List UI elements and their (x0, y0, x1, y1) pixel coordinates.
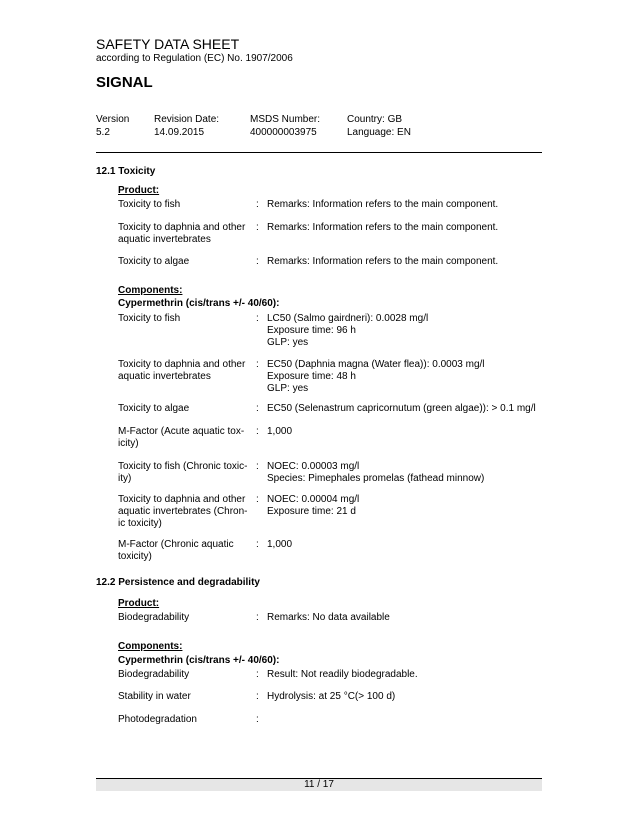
row-label: Toxicity to daphnia and other (118, 494, 246, 505)
msds-number-value: 400000003975 (250, 127, 317, 138)
row-separator: : (256, 539, 259, 550)
row-separator: : (256, 256, 259, 267)
row-value: Remarks: Information refers to the main component. (267, 199, 499, 210)
row-separator: : (256, 359, 259, 370)
row-separator: : (256, 426, 259, 437)
row-label: ity) (118, 473, 132, 484)
row-value: GLP: yes (267, 383, 309, 394)
row-separator: : (256, 612, 259, 623)
row-label: icity) (118, 438, 139, 449)
row-separator: : (256, 461, 259, 472)
document-title: SAFETY DATA SHEET (96, 36, 240, 52)
row-value: 1,000 (267, 426, 293, 437)
row-value: Remarks: Information refers to the main component. (267, 222, 499, 233)
row-separator: : (256, 313, 259, 324)
row-separator: : (256, 669, 259, 680)
row-label: Toxicity to daphnia and other (118, 222, 246, 233)
version-label: Version (96, 114, 130, 125)
row-label: Toxicity to algae (118, 256, 190, 267)
row-label: Toxicity to fish (118, 313, 181, 324)
revision-date-label: Revision Date: (154, 114, 220, 125)
row-separator: : (256, 199, 259, 210)
component-name-persistence: Cypermethrin (cis/trans +/- 40/60): (118, 655, 280, 666)
row-separator: : (256, 222, 259, 233)
row-label: M-Factor (Chronic aquatic (118, 539, 234, 550)
row-value: EC50 (Selenastrum capricornutum (green algae)): > 0.1 mg/l (267, 403, 536, 414)
row-value: Remarks: Information refers to the main component. (267, 256, 499, 267)
row-label: aquatic invertebrates (Chron- (118, 506, 248, 517)
revision-date-value: 14.09.2015 (154, 127, 205, 138)
row-value: Species: Pimephales promelas (fathead minnow) (267, 473, 485, 484)
product-heading-persistence: Product: (118, 598, 160, 609)
product-name: SIGNAL (96, 74, 153, 91)
row-label: aquatic invertebrates (118, 371, 211, 382)
row-separator: : (256, 691, 259, 702)
product-heading: Product: (118, 185, 160, 196)
row-value: 1,000 (267, 539, 293, 550)
row-label: Toxicity to fish (118, 199, 181, 210)
row-value: EC50 (Daphnia magna (Water flea)): 0.0003 mg/l (267, 359, 485, 370)
row-label: Biodegradability (118, 669, 190, 680)
components-heading: Components: (118, 285, 183, 296)
row-separator: : (256, 494, 259, 505)
row-label: Stability in water (118, 691, 191, 702)
row-label: aquatic invertebrates (118, 234, 211, 245)
row-value: Hydrolysis: at 25 °C(> 100 d) (267, 691, 396, 702)
row-label: Toxicity to daphnia and other (118, 359, 246, 370)
row-label: Biodegradability (118, 612, 190, 623)
row-separator: : (256, 403, 259, 414)
header-divider (96, 152, 542, 153)
row-value: Result: Not readily biodegradable. (267, 669, 418, 680)
row-value: GLP: yes (267, 337, 309, 348)
row-label: Toxicity to algae (118, 403, 190, 414)
regulation-text: according to Regulation (EC) No. 1907/2006 (96, 53, 293, 64)
component-name: Cypermethrin (cis/trans +/- 40/60): (118, 298, 280, 309)
row-value: LC50 (Salmo gairdneri): 0.0028 mg/l (267, 313, 429, 324)
row-label: toxicity) (118, 551, 152, 562)
row-value: NOEC: 0.00003 mg/l (267, 461, 360, 472)
row-value: Exposure time: 48 h (267, 371, 356, 382)
section-title-toxicity: 12.1 Toxicity (96, 166, 156, 177)
page-number: 11 / 17 (304, 779, 334, 790)
msds-number-label: MSDS Number: (250, 114, 321, 125)
components-heading-persistence: Components: (118, 641, 183, 652)
row-label: M-Factor (Acute aquatic tox- (118, 426, 245, 437)
row-separator: : (256, 714, 259, 725)
row-value: NOEC: 0.00004 mg/l (267, 494, 360, 505)
version-value: 5.2 (96, 127, 110, 138)
country: Country: GB (347, 114, 403, 125)
row-value: Remarks: No data available (267, 612, 390, 623)
section-title-persistence: 12.2 Persistence and degradability (96, 577, 260, 588)
row-label: Toxicity to fish (Chronic toxic- (118, 461, 248, 472)
row-value: Exposure time: 21 d (267, 506, 356, 517)
language: Language: EN (347, 127, 411, 138)
row-value: Exposure time: 96 h (267, 325, 356, 336)
row-label: Photodegradation (118, 714, 197, 725)
row-label: ic toxicity) (118, 518, 162, 529)
